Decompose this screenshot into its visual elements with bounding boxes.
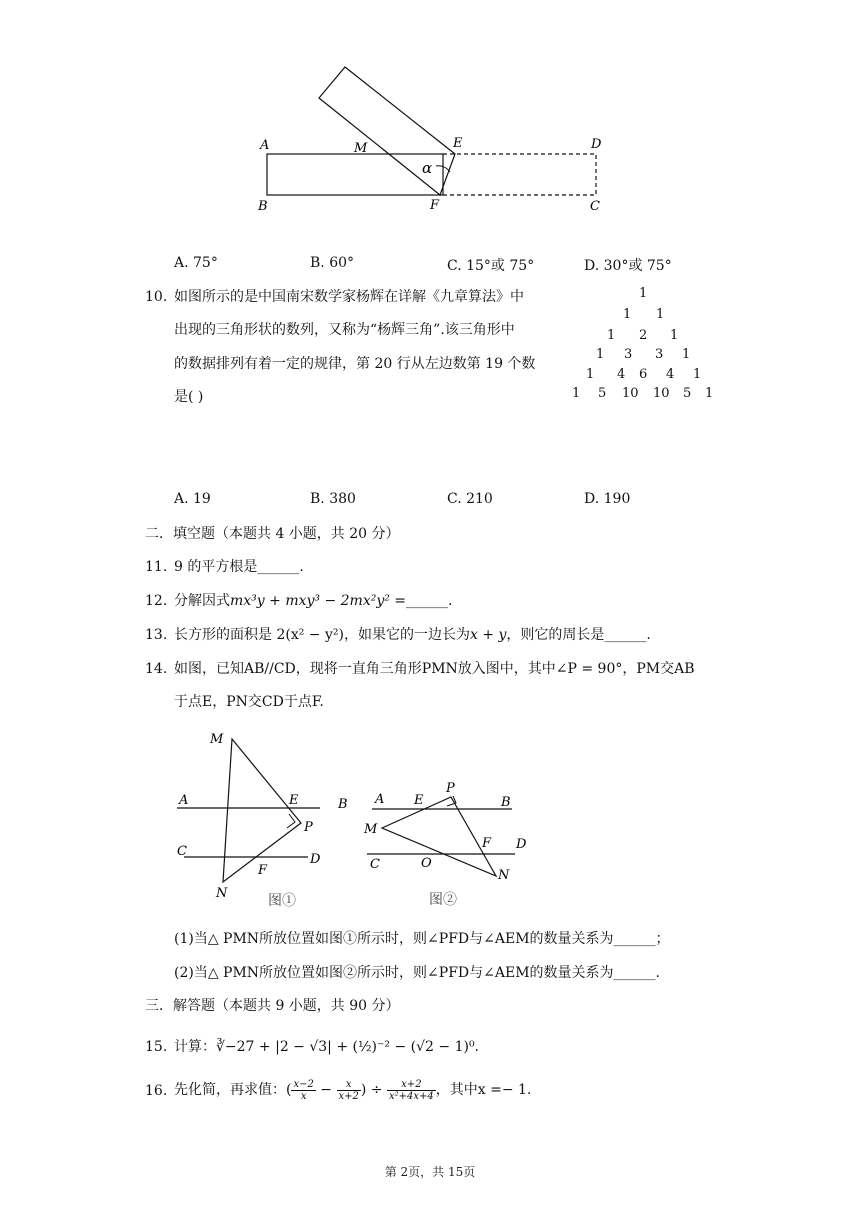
q10-option-c: C. 210 xyxy=(447,491,493,507)
q16-frac-3 xyxy=(387,1079,436,1102)
fig2-label-F: F xyxy=(482,836,492,851)
q14-number: 14. xyxy=(145,661,168,677)
fig1-label-C: C xyxy=(177,844,187,859)
q14-sub-1-text: (1)当△ PMN所放位置如图①所示时，则∠PFD与∠AEM的数量关系为 xyxy=(174,931,614,947)
q13-blank: ______ xyxy=(604,627,647,643)
q14-sub-2-text: (2)当△ PMN所放位置如图②所示时，则∠PFD与∠AEM的数量关系为 xyxy=(174,965,614,981)
q15-expr: ∛−27 + |2 − √3| + (½)⁻² − (√2 − 1)⁰. xyxy=(216,1039,480,1055)
q13-end: . xyxy=(646,627,651,643)
q13-number: 13. xyxy=(145,627,168,643)
tri-r4-c1: 1 xyxy=(596,347,605,362)
fig2-label-D: D xyxy=(516,837,527,852)
tri-r5-c3: 6 xyxy=(639,367,648,382)
q14-sub-1-end: ； xyxy=(655,931,670,947)
q13-text xyxy=(174,627,651,643)
q16-frac-1-num: x−2 xyxy=(293,1078,314,1090)
q16-frac-1 xyxy=(291,1079,315,1102)
q16-frac-3-den: x²+4x+4 xyxy=(388,1090,434,1102)
fig2-caption: 图② xyxy=(429,892,457,908)
q10-line-2: 出现的三角形状的数列，又称为“杨辉三角”.该三角形中 xyxy=(174,322,515,338)
tri-r6-c6: 1 xyxy=(705,386,714,401)
tri-r4-c4: 1 xyxy=(682,347,691,362)
label-B: B xyxy=(258,199,268,214)
q11-post: . xyxy=(299,559,304,575)
fig2-label-O: O xyxy=(421,856,432,871)
q13-post: ，则它的周长是 xyxy=(506,627,605,643)
label-M: M xyxy=(354,141,368,156)
tri-r3-c3: 1 xyxy=(670,328,679,343)
q12-blank: ______ xyxy=(406,593,449,609)
q12-number: 12. xyxy=(145,593,168,609)
q10-line-4: 是( ) xyxy=(174,389,204,405)
q12-text xyxy=(174,593,453,609)
q11-text xyxy=(174,559,304,575)
q16-frac-1-den: x xyxy=(300,1090,307,1102)
fig1-label-B: B xyxy=(338,797,348,812)
q12-post: . xyxy=(448,593,453,609)
label-F: F xyxy=(430,198,440,213)
q16-minus: − xyxy=(315,1082,337,1098)
label-E: E xyxy=(453,136,463,151)
q16-frac-2-den: x+2 xyxy=(338,1090,359,1102)
q16-number: 16. xyxy=(145,1083,168,1099)
fig1-label-E: E xyxy=(289,793,299,808)
tri-r6-c4: 10 xyxy=(653,386,670,401)
fig1-caption: 图① xyxy=(268,893,296,909)
tri-r6-c2: 5 xyxy=(598,386,607,401)
tri-r5-c5: 1 xyxy=(693,367,702,382)
figure-q14-2 xyxy=(360,775,535,915)
q15-text xyxy=(174,1039,479,1055)
q12-expr: mx³y + mxy³ − 2mx²y² = xyxy=(230,593,407,609)
q14-line-2: 于点E，PN交CD于点F. xyxy=(174,694,324,710)
q16-frac-3-num: x+2 xyxy=(387,1079,436,1091)
q11-pre: 9 的平方根是 xyxy=(174,559,258,575)
section-3-heading: 三．解答题（本题共 9 小题，共 90 分） xyxy=(145,998,400,1014)
tri-r1-c1: 1 xyxy=(639,286,648,301)
q10-line-3: 的数据排列有着一定的规律，第 20 行从左边数第 19 个数 xyxy=(174,356,536,372)
tri-r6-c1: 1 xyxy=(572,386,581,401)
q12-pre: 分解因式 xyxy=(174,593,230,609)
tri-r2-c2: 1 xyxy=(656,307,665,322)
figure-q9 xyxy=(250,62,620,222)
q10-number: 10. xyxy=(145,289,168,305)
q16-post: ，其中x =− 1. xyxy=(435,1082,532,1098)
q16-text xyxy=(174,1075,531,1105)
fig1-label-P: P xyxy=(304,820,313,835)
q11-number: 11. xyxy=(145,559,168,575)
fig2-label-N: N xyxy=(498,868,510,883)
q11-blank: ______ xyxy=(257,559,300,575)
q10-option-a: A. 19 xyxy=(174,491,211,507)
q9-option-c: C. 15°或 75° xyxy=(447,258,535,274)
tri-r5-c1: 1 xyxy=(586,367,595,382)
tri-r6-c5: 5 xyxy=(683,386,692,401)
q14-sub-2-blank: ______ xyxy=(613,965,656,981)
q15-number: 15. xyxy=(145,1039,168,1055)
tri-r4-c2: 3 xyxy=(624,347,633,362)
section-2-heading: 二．填空题（本题共 4 小题，共 20 分） xyxy=(145,526,400,542)
tri-r3-c1: 1 xyxy=(607,328,616,343)
q15-pre: 计算： xyxy=(174,1039,216,1055)
label-C: C xyxy=(590,199,600,214)
tri-r5-c4: 4 xyxy=(666,367,675,382)
tri-r4-c3: 3 xyxy=(655,347,664,362)
q9-option-d: D. 30°或 75° xyxy=(584,258,672,274)
label-alpha: α xyxy=(422,159,433,177)
q16-frac-2-num: x xyxy=(337,1079,361,1091)
q10-line-1: 如图所示的是中国南宋数学家杨辉在详解《九章算法》中 xyxy=(174,289,524,305)
q14-sub-1 xyxy=(174,931,670,947)
fig1-label-A: A xyxy=(179,793,189,808)
q16-frac-2 xyxy=(337,1079,361,1102)
fig1-label-N: N xyxy=(216,886,228,901)
q16-div: ) ÷ xyxy=(360,1082,387,1098)
figure-q14-1 xyxy=(170,725,350,915)
fig1-label-F: F xyxy=(258,863,268,878)
tri-r6-c3: 10 xyxy=(622,386,639,401)
q9-option-a: A. 75° xyxy=(174,255,218,271)
q10-option-d: D. 190 xyxy=(584,491,631,507)
q14-sub-1-blank: ______ xyxy=(613,931,656,947)
q16-pre: 先化简，再求值：( xyxy=(174,1082,292,1098)
tri-r5-c2: 4 xyxy=(617,367,626,382)
q14-sub-2-end: . xyxy=(655,965,660,981)
q9-option-b: B. 60° xyxy=(310,255,355,271)
fig2-label-E: E xyxy=(414,793,424,808)
q14-line-1: 如图，已知AB//CD，现将一直角三角形PMN放入图中，其中∠P = 90°，PM交AB xyxy=(174,661,695,677)
fig2-label-A: A xyxy=(375,792,385,807)
label-D: D xyxy=(591,137,602,152)
q13-pre: 长方形的面积是 2(x² − y²)，如果它的一边长为 xyxy=(174,627,470,643)
tri-r3-c2: 2 xyxy=(639,328,648,343)
label-A: A xyxy=(260,138,270,153)
fig2-label-M: M xyxy=(364,822,378,837)
page-footer: 第 2页，共 15页 xyxy=(384,1165,476,1179)
fig2-label-C: C xyxy=(370,857,380,872)
fig1-label-D: D xyxy=(310,852,321,867)
tri-r2-c1: 1 xyxy=(623,307,632,322)
fig2-label-B: B xyxy=(501,795,511,810)
q14-sub-2 xyxy=(174,965,660,981)
fig2-label-P: P xyxy=(446,781,455,796)
q10-option-b: B. 380 xyxy=(310,491,356,507)
fig1-label-M: M xyxy=(210,732,224,747)
yang-hui-triangle xyxy=(560,286,730,406)
q13-mid: x + y xyxy=(469,627,507,643)
